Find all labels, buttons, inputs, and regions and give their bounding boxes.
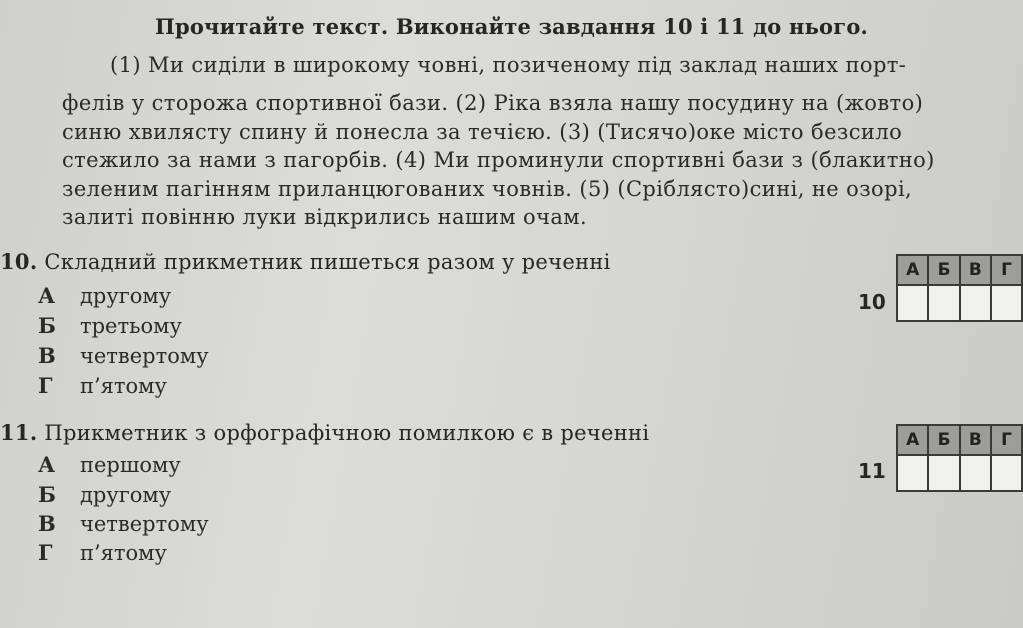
question-10 bbox=[0, 249, 611, 274]
grid-header: Б bbox=[928, 425, 959, 455]
option-letter: В bbox=[38, 343, 56, 368]
option-letter: Г bbox=[38, 373, 53, 398]
passage-line: залиті повінню луки відкрились нашим очам. bbox=[62, 205, 588, 229]
option-text: четвертому bbox=[80, 512, 209, 536]
answer-grid-number: 11 bbox=[858, 459, 886, 483]
option-d[interactable] bbox=[38, 373, 167, 398]
grid-header: В bbox=[960, 425, 991, 455]
option-text: другому bbox=[80, 483, 172, 507]
option-c[interactable] bbox=[38, 511, 209, 536]
option-b[interactable] bbox=[38, 313, 182, 338]
option-a[interactable] bbox=[38, 283, 171, 308]
answer-grid-number: 10 bbox=[858, 290, 886, 314]
question-text: Складний прикметник пишеться разом у реченні bbox=[44, 250, 611, 274]
option-letter: В bbox=[38, 511, 56, 536]
passage-line: фелів у сторожа спортивної бази. (2) Ріка взяла нашу посудину на (жовто) bbox=[62, 91, 924, 115]
answer-cell[interactable] bbox=[897, 455, 928, 491]
option-text: четвертому bbox=[80, 344, 209, 368]
option-b[interactable] bbox=[38, 482, 171, 507]
option-text: п’ятому bbox=[80, 374, 167, 398]
option-text: п’ятому bbox=[80, 541, 167, 565]
answer-cell[interactable] bbox=[960, 285, 991, 321]
grid-header: Г bbox=[991, 255, 1022, 285]
grid-header: Г bbox=[991, 425, 1022, 455]
answer-cell[interactable] bbox=[991, 285, 1022, 321]
answer-cell[interactable] bbox=[928, 455, 959, 491]
option-c[interactable] bbox=[38, 343, 209, 368]
answer-cell[interactable] bbox=[991, 455, 1022, 491]
option-text: другому bbox=[80, 284, 172, 308]
question-number: 11. bbox=[0, 420, 38, 445]
passage-line: стежило за нами з пагорбів. (4) Ми проминули спортивні бази з (блакитно) bbox=[62, 148, 935, 172]
answer-cell[interactable] bbox=[928, 285, 959, 321]
answer-cell[interactable] bbox=[960, 455, 991, 491]
question-number: 10. bbox=[0, 249, 38, 274]
option-letter: Б bbox=[38, 482, 56, 507]
grid-header: Б bbox=[928, 255, 959, 285]
option-d[interactable] bbox=[38, 540, 167, 565]
grid-header: А bbox=[897, 425, 928, 455]
option-a[interactable] bbox=[38, 452, 181, 477]
option-letter: Г bbox=[38, 540, 53, 565]
question-11 bbox=[0, 420, 649, 445]
page-title: Прочитайте текст. Виконайте завдання 10 і 11 до нього. bbox=[154, 14, 869, 39]
grid-header: В bbox=[960, 255, 991, 285]
passage-line: синю хвилясту спину й понесла за течією. (3) (Тисячо)оке місто безсило bbox=[62, 120, 903, 144]
question-text: Прикметник з орфографічною помилкою є в реченні bbox=[44, 421, 650, 445]
option-text: третьому bbox=[80, 314, 182, 338]
passage-line: зеленим пагінням прилaнцюгованих човнів. (5) (Сріблясто)сині, не озорі, bbox=[62, 177, 913, 201]
answer-cell[interactable] bbox=[897, 285, 928, 321]
grid-header: А bbox=[897, 255, 928, 285]
answer-grid-11 bbox=[896, 424, 1023, 492]
option-letter: А bbox=[38, 452, 56, 477]
option-letter: А bbox=[38, 283, 56, 308]
answer-grid-10 bbox=[896, 254, 1023, 322]
passage-line: (1) Ми сиділи в широкому човні, позиченому під заклад наших порт- bbox=[110, 53, 907, 77]
option-letter: Б bbox=[38, 313, 56, 338]
option-text: першому bbox=[80, 453, 181, 477]
